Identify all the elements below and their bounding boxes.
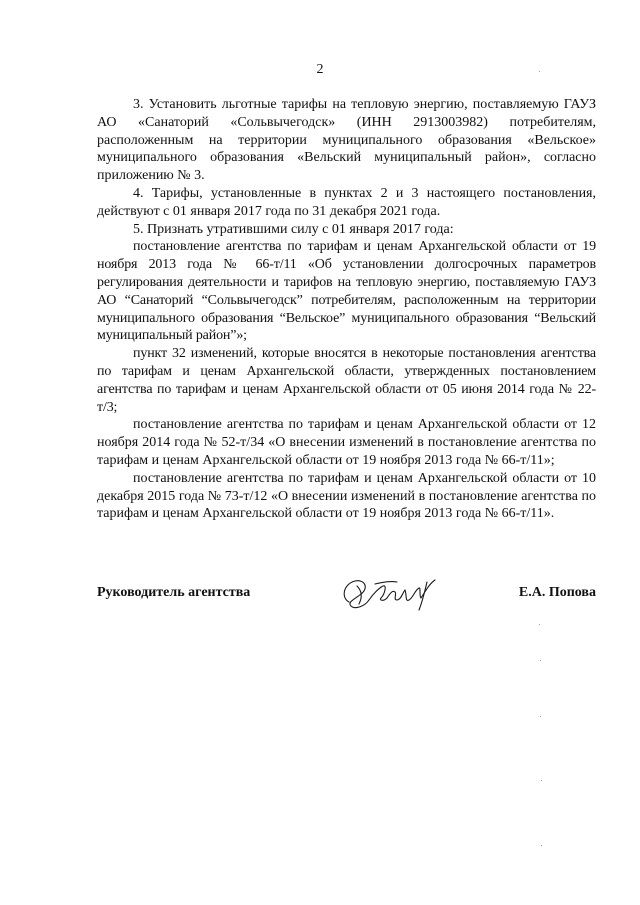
paragraph-item-5: 5. Признать утратившими силу с 01 января 2017 года: <box>133 221 454 237</box>
repealed-act-2: пункт 32 изменений, которые вносятся в некоторые постановления агентства по тарифам и ценам Архангельской области, утвержденных постановлением агентства по тарифам и ценам Архангельской области от 05 июня 2014 года № 22-т/3; <box>97 346 596 415</box>
scan-speck <box>539 624 540 625</box>
document-body <box>97 96 596 523</box>
repealed-act-1: постановление агентства по тарифам и ценам Архангельской области от 19 ноября 2013 года № 66-т/11 «Об установлении долгосрочных параметров регулирования деятельности и тарифов на тепловую энергию, поставляемую ГАУЗ АО “Санаторий “Сольвычегодск” потребителям, расположенным на территории муниципального образования “Вельское” муниципального образования “Вельский муниципальный район”»; <box>97 239 596 344</box>
paragraph-item-4: 4. Тарифы, установленные в пунктах 2 и 3 настоящего постановления, действуют с 01 января 2017 года по 31 декабря 2021 года. <box>97 185 596 219</box>
repealed-act-3: постановление агентства по тарифам и ценам Архангельской области от 12 ноября 2014 года № 52-т/34 «О внесении изменений в постановление агентства по тарифам и ценам Архангельской области от 19 ноября 2013 года № 66-т/11»; <box>97 417 596 468</box>
handwritten-signature <box>335 572 445 616</box>
signature-block <box>97 572 596 616</box>
page-number: 2 <box>316 62 324 77</box>
scan-speck <box>541 845 542 846</box>
scan-speck <box>540 660 541 661</box>
paragraph-item-3: 3. Установить льготные тарифы на тепловую энергию, поставляемую ГАУЗ АО «Санаторий «Сольвычегодск» (ИНН 2913003982) потребителям, расположенным на территории муниципального образования «Вельское» муниципального образования «Вельский муниципальный район», согласно приложению № 3. <box>97 97 596 184</box>
scan-speck <box>540 716 541 717</box>
signatory-title: Руководитель агентства <box>97 585 251 600</box>
scan-speck <box>541 780 542 781</box>
scan-speck <box>539 71 540 72</box>
signatory-name: Е.А. Попова <box>518 585 596 600</box>
repealed-act-4: постановление агентства по тарифам и ценам Архангельской области от 10 декабря 2015 года № 73-т/12 «О внесении изменений в постановление агентства по тарифам и ценам Архангельской области от 19 ноября 2013 года № 66-т/11». <box>97 470 596 522</box>
